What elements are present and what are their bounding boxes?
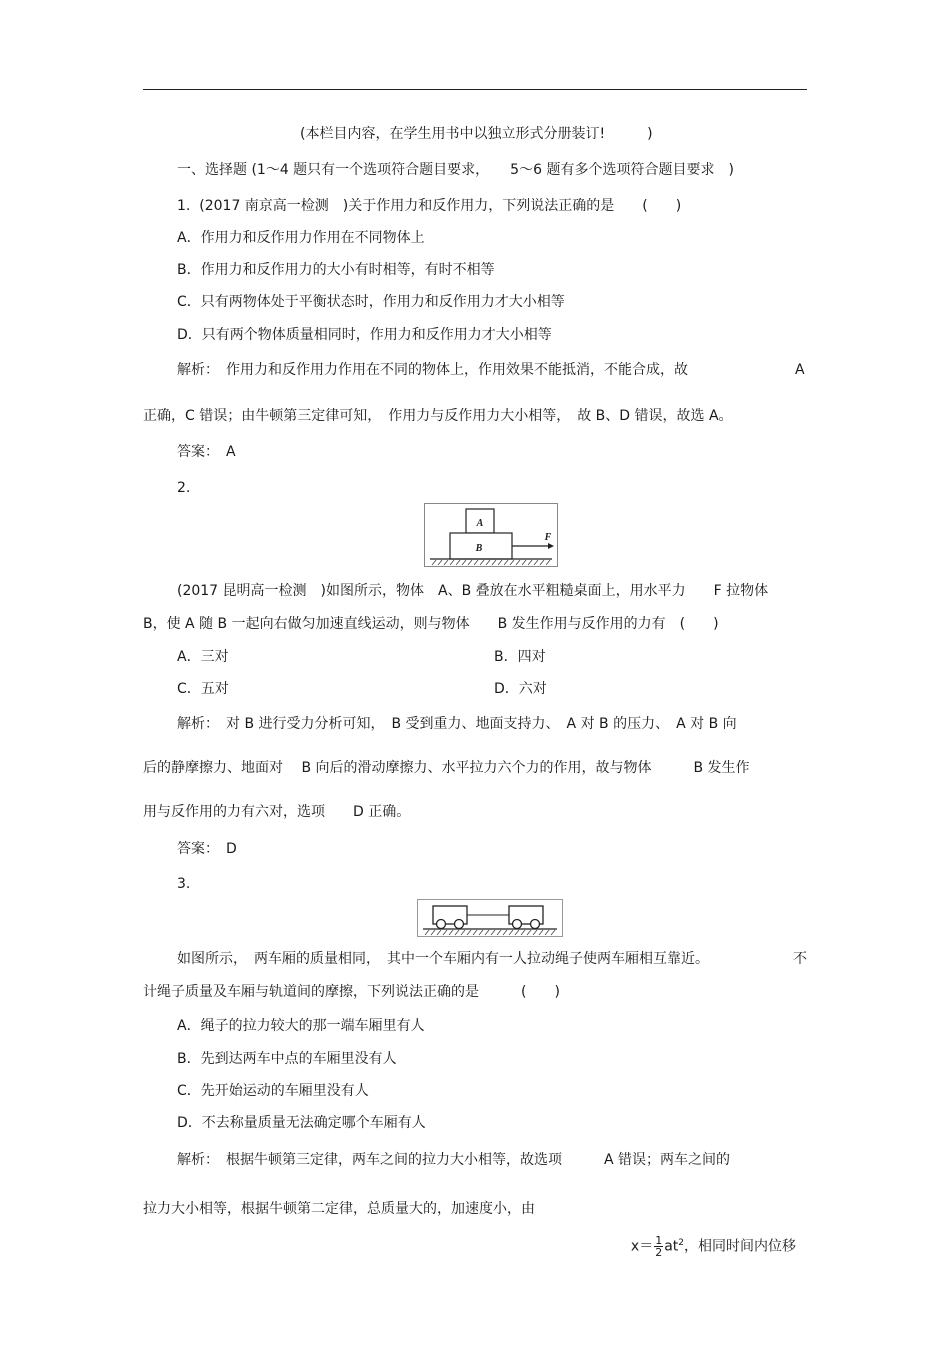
q3-option-b: B．先到达两车中点的车厢里没有人	[177, 1051, 397, 1067]
q3-formula	[622, 1192, 796, 1264]
q3-stem-line2: 计绳子质量及车厢与轨道间的摩擦，下列说法正确的是 ( )	[143, 984, 560, 1000]
q2-option-a: A．三对	[177, 649, 229, 665]
q2-analysis-line3: 用与反作用的力有六对，选项 D 正确。	[143, 804, 411, 820]
q3-analysis-line2-b: ，相同时间内位移	[684, 1238, 797, 1255]
q3-option-c: C．先开始运动的车厢里没有人	[177, 1083, 369, 1099]
q1-option-c: C．只有两物体处于平衡状态时，作用力和反作用力才大小相等	[177, 294, 565, 310]
label-b: B	[475, 543, 483, 554]
header-rule	[143, 89, 807, 90]
section-title: 一、选择题 (1～4 题只有一个选项符合题目要求， 5～6 题有多个选项符合题目要求 )	[177, 162, 734, 178]
q1-answer: 答案： A	[177, 444, 236, 460]
q1-stem: 1. (2017 南京高一检测 )关于作用力和反作用力，下列说法正确的是 ( )	[177, 198, 682, 214]
q1-option-d: D．只有两个物体质量相同时，作用力和反作用力才大小相等	[177, 327, 552, 343]
q1-option-a: A．作用力和反作用力作用在不同物体上	[177, 230, 425, 246]
q1-option-b: B．作用力和反作用力的大小有时相等，有时不相等	[177, 262, 495, 278]
q3-stem-line1-end: 不	[793, 951, 807, 967]
q2-analysis-line2: 后的静摩擦力、地面对 B 向后的滑动摩擦力、水平拉力六个力的作用，故与物体 B 发生作	[143, 760, 750, 776]
q2-stem-line1: (2017 昆明高一检测 )如图所示，物体 A、B 叠放在水平粗糙桌面上，用水平力 F 拉物体	[177, 583, 769, 599]
formula-denominator: 2	[655, 1246, 663, 1260]
q3-option-d: D．不去称量质量无法确定哪个车厢有人	[177, 1115, 426, 1131]
formula-fraction	[654, 1235, 663, 1258]
header-note: (本栏目内容，在学生用书中以独立形式分册装订! )	[300, 126, 653, 142]
q2-stem-line2: B，使 A 随 B 一起向右做匀加速直线运动，则与物体 B 发生作用与反作用的力有 ( )	[143, 616, 719, 632]
label-a: A	[476, 518, 484, 529]
label-f: F	[544, 532, 552, 543]
q2-option-d: D．六对	[494, 681, 547, 697]
q3-number: 3.	[177, 876, 191, 892]
q2-blocks-figure	[424, 503, 558, 567]
q2-number: 2.	[177, 480, 191, 496]
q1-analysis-line2: 正确，C 错误；由牛顿第三定律可知， 作用力与反作用力大小相等， 故 B、D 错误，故选 A。	[143, 408, 733, 424]
q2-analysis-line1: 解析： 对 B 进行受力分析可知， B 受到重力、地面支持力、 A 对 B 的压力、 A 对 B 向	[177, 716, 737, 732]
formula-x: x＝	[630, 1238, 654, 1255]
q3-analysis-line1: 解析： 根据牛顿第三定律，两车之间的拉力大小相等，故选项 A 错误；两车之间的	[177, 1152, 731, 1168]
formula-numerator: 1	[655, 1234, 663, 1248]
q3-option-a: A．绳子的拉力较大的那一端车厢里有人	[177, 1018, 425, 1034]
q3-carts-figure	[417, 899, 563, 937]
q3-stem-line1: 如图所示， 两车厢的质量相同， 其中一个车厢内有一人拉动绳子使两车厢相互靠近。	[177, 951, 709, 967]
formula-at: at	[664, 1238, 679, 1255]
q2-option-c: C．五对	[177, 681, 229, 697]
q2-answer: 答案： D	[177, 841, 237, 857]
q3-analysis-line2-a: 拉力大小相等，根据牛顿第二定律，总质量大的，加速度小，由	[143, 1201, 535, 1217]
formula-exponent: 2	[678, 1238, 685, 1248]
q2-option-b: B．四对	[494, 649, 546, 665]
q1-analysis-line1-end: A	[795, 362, 805, 378]
q1-analysis-line1: 解析： 作用力和反作用力作用在不同的物体上，作用效果不能抵消，不能合成，故	[177, 362, 688, 378]
